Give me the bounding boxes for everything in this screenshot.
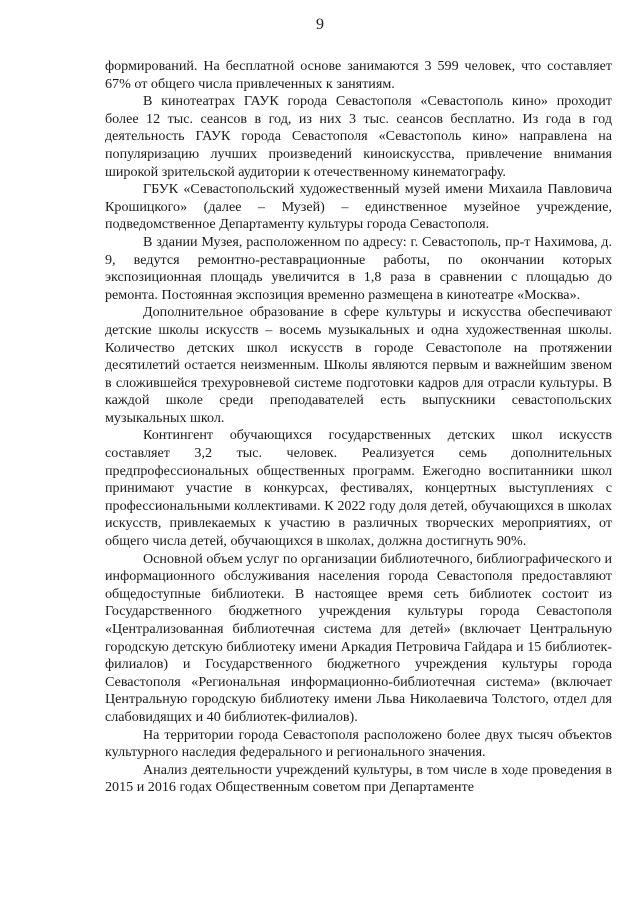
page-number: 9 xyxy=(316,16,324,33)
paragraph-art-schools: Дополнительное образование в сфере культуры и искусства обеспечивают детские школы искусств – восемь музыкальных и одна художественная школы. Количество детских школ искусств в городе Севастополе на протяжении десятилетий остается неизменным. Школы являются первым и важнейшим звеном в сложившейся трехуровневой системе подготовки кадров для отрасли культуры. В каждой школе среди преподавателей есть выпускники севастопольских музыкальных школ. xyxy=(105,304,612,426)
paragraph-student-formations: формирований. На бесплатной основе занимаются 3 599 человек, что составляет 67% от общего числа привлеченных к занятиям. xyxy=(105,58,612,92)
paragraph-libraries: Основной объем услуг по организации библиотечного, библиографического и информационного обслуживания населения города Севастополя предоставляют общедоступные библиотеки. В настоящее время сеть библиотек состоит из Государственного бюджетного учреждения культуры города Севастополя «Централизованная библиотечная система для детей» (включает Центральную городскую детскую библиотеку имени Аркадия Петровича Гайдара и 15 библиотек-филиалов) и Государственного бюджетного учреждения культуры города Севастополя «Региональная информационно-библиотечная система» (включает Центральную городскую библиотеку имени Льва Николаевича Толстого, отдел для слабовидящих и 40 библиотек-филиалов). xyxy=(105,550,612,725)
paragraph-school-students: Контингент обучающихся государственных детских школ искусств составляет 3,2 тыс. человек. Реализуется семь дополнительных предпрофессиональных общественных программ. Ежегодно воспитанники школ принимают участие в конкурсах, фестивалях, концертных выступлениях с профессиональными коллективами. К 2022 году доля детей, обучающихся в школах искусств, привлекаемых к участию в различных творческих мероприятиях, от общего числа детей, обучающихся в школах, должна достигнуть 90%. xyxy=(105,427,612,550)
paragraph-cinemas: В кинотеатрах ГАУК города Севастополя «Севастополь кино» проходит более 12 тыс. сеансов в год, из них 3 тыс. сеансов бесплатно. Из года в год деятельность ГАУК города Севастополя «Севастополь кино» направлена на популяризацию лучших произведений киноискусства, привлечение внимания широкой зрительской аудитории к отечественному кинематографу. xyxy=(105,93,612,180)
paragraph-museum-renovation: В здании Музея, расположенном по адресу: г. Севастополь, пр-т Нахимова, д. 9, ведутся ремонтно-реставрационные работы, по окончании которых экспозиционная площадь увеличится в 1,8 раза в сравнении с площадью до ремонта. Постоянная экспозиция временно размещена в кинотеатре «Москва». xyxy=(105,233,612,303)
paragraph-analysis: Анализ деятельности учреждений культуры, в том числе в ходе проведения в 2015 и 2016 годах Общественным советом при Департаменте xyxy=(105,761,612,796)
paragraph-art-museum: ГБУК «Севастопольский художественный музей имени Михаила Павловича Крошицкого» (далее – Музей) – единственное музейное учреждение, подведомственное Департаменту культуры города Севастополя. xyxy=(105,181,612,233)
paragraph-cultural-heritage: На территории города Севастополя расположено более двух тысяч объектов культурного наследия федерального и регионального значения. xyxy=(105,726,612,761)
document-body xyxy=(105,58,612,797)
